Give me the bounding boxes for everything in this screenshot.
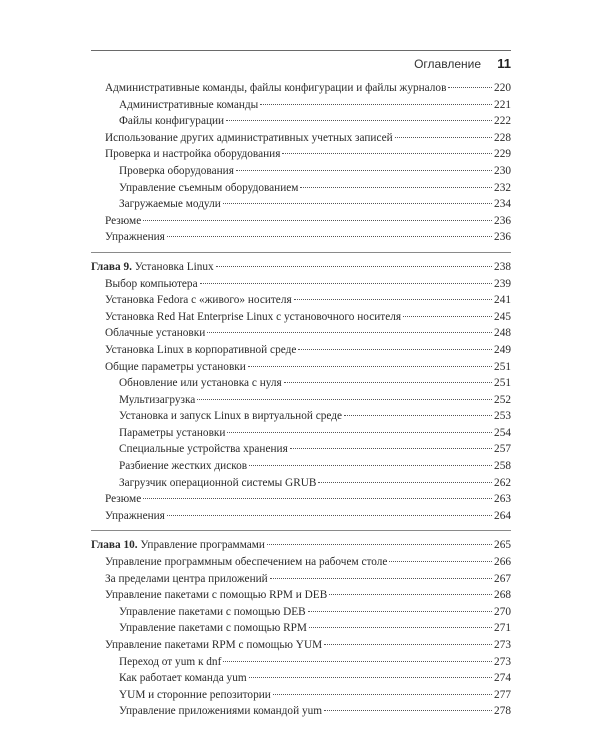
toc-entry-title: Управление пакетами RPM с помощью YUM (105, 639, 323, 651)
toc-group-continued (91, 80, 511, 246)
toc-entry[interactable] (91, 687, 511, 704)
leader-dots (448, 87, 492, 88)
toc-page-number: 252 (494, 393, 511, 406)
toc-page-number: 248 (494, 327, 511, 340)
page-header (91, 50, 511, 71)
toc-chapter-10[interactable] (91, 537, 511, 554)
toc-entry-title: Административные команды, файлы конфигурации и файлы журналов (105, 82, 447, 94)
toc-entry[interactable] (91, 276, 511, 293)
leader-dots (143, 220, 492, 221)
toc-entry-title: Загружаемые модули (119, 198, 221, 211)
leader-dots (227, 432, 492, 433)
leader-dots (197, 399, 492, 400)
toc-entry-title: Специальные устройства хранения (119, 443, 288, 456)
leader-dots (324, 710, 492, 711)
toc-entry[interactable] (91, 554, 511, 571)
toc-entry[interactable] (91, 359, 511, 376)
toc-page-number: 241 (494, 294, 511, 307)
toc-entry[interactable] (91, 146, 511, 163)
leader-dots (298, 349, 492, 350)
toc-page-number: 228 (494, 131, 511, 144)
toc-entry-title: Управление приложениями командой yum (119, 705, 323, 718)
toc-entry-title: Проверка оборудования (119, 164, 234, 177)
toc-page-number: 251 (494, 377, 511, 390)
toc-page-number: 258 (494, 460, 511, 473)
toc-page-number: 254 (494, 426, 511, 439)
leader-dots (248, 366, 492, 367)
leader-dots (300, 187, 492, 188)
leader-dots (403, 316, 492, 317)
toc-entry[interactable] (91, 130, 511, 147)
toc-entry-title: Управление пакетами с помощью RPM (119, 622, 307, 635)
leader-dots (226, 120, 492, 121)
toc-entry-title: Резюме (105, 493, 142, 506)
toc-entry[interactable] (91, 80, 511, 97)
leader-dots (284, 382, 492, 383)
toc-entry[interactable] (91, 441, 511, 458)
leader-dots (223, 661, 492, 662)
toc-page-number: 273 (494, 639, 511, 651)
toc-entry-title: YUM и сторонние репозитории (119, 688, 271, 701)
toc-page-number: 266 (494, 556, 511, 569)
toc-entry[interactable] (91, 342, 511, 359)
toc-entry[interactable] (91, 475, 511, 492)
toc-entry-title: Выбор компьютера (105, 277, 198, 290)
leader-dots (290, 448, 492, 449)
leader-dots (167, 236, 492, 237)
toc-entry-title: Упражнения (105, 509, 165, 522)
toc-entry-title: Разбиение жестких дисков (119, 460, 248, 473)
leader-dots (329, 594, 492, 595)
leader-dots (273, 694, 492, 695)
section-divider (91, 252, 511, 253)
toc-entry[interactable] (91, 508, 511, 525)
toc-entry[interactable] (91, 375, 511, 392)
leader-dots (236, 170, 492, 171)
toc-entry[interactable] (91, 571, 511, 588)
toc-page-number: 268 (494, 589, 511, 602)
chapter-title: Управление программами (140, 539, 265, 552)
leader-dots (282, 153, 492, 154)
leader-dots (143, 498, 492, 499)
toc-entry[interactable] (91, 163, 511, 180)
chapter-label: Глава 10. (91, 539, 138, 552)
toc-entry-title: Административные команды (119, 98, 259, 111)
toc-page-number: 262 (494, 476, 511, 489)
toc-page-number: 271 (494, 622, 511, 635)
leader-dots (200, 283, 492, 284)
toc-entry-title: Обновление или установка с нуля (119, 377, 282, 390)
toc-entry-title: Установка Fedora с «живого» носителя (105, 294, 292, 307)
toc-entry-title: За пределами центра приложений (105, 572, 268, 585)
toc-entry-title: Управление съемным оборудованием (119, 181, 299, 194)
toc-entry-title: Резюме (105, 214, 142, 227)
leader-dots (207, 332, 492, 333)
toc-page-number: 274 (494, 672, 511, 685)
toc-entry-title: Переход от yum к dnf (119, 655, 222, 668)
leader-dots (270, 578, 492, 579)
toc-page-number: 265 (494, 539, 511, 552)
toc-page-number: 257 (494, 443, 511, 456)
toc-entry[interactable] (91, 292, 511, 309)
leader-dots (309, 627, 492, 628)
toc-entry[interactable] (91, 620, 511, 637)
toc-page-number: 229 (494, 148, 511, 161)
leader-dots (344, 415, 492, 416)
toc-entry[interactable] (91, 309, 511, 326)
toc-entry[interactable] (91, 196, 511, 213)
toc-page-number: 263 (494, 493, 511, 506)
toc-group-chapter-9 (91, 276, 511, 525)
toc-entry-title: Упражнения (105, 231, 165, 244)
toc-page-number: 236 (494, 231, 511, 244)
toc-entry-title: Общие параметры установки (105, 360, 246, 373)
leader-dots (318, 482, 492, 483)
toc-entry-title: Использование других административных учетных записей (105, 131, 393, 144)
toc-entry[interactable] (91, 213, 511, 230)
leader-dots (167, 515, 492, 516)
toc-entry[interactable] (91, 408, 511, 425)
toc-entry-title: Установка Red Hat Enterprise Linux с установочного носителя (105, 310, 402, 323)
toc-page-number: 251 (494, 360, 511, 373)
toc-entry[interactable] (91, 491, 511, 508)
table-of-contents (91, 80, 511, 720)
toc-page-number: 278 (494, 705, 511, 718)
toc-entry[interactable] (91, 604, 511, 621)
toc-entry[interactable] (91, 229, 511, 246)
toc-entry[interactable] (91, 180, 511, 197)
leader-dots (324, 644, 492, 645)
toc-entry[interactable] (91, 587, 511, 604)
page-number: 11 (497, 56, 511, 71)
toc-group-chapter-10 (91, 554, 511, 720)
toc-page-number: 273 (494, 655, 511, 668)
toc-entry-title: Как работает команда yum (119, 672, 247, 685)
toc-entry-title: Управление программным обеспечением на рабочем столе (105, 556, 388, 569)
toc-chapter-9[interactable] (91, 259, 511, 276)
section-divider (91, 530, 511, 531)
leader-dots (249, 465, 492, 466)
toc-entry-title: Установка и запуск Linux в виртуальной среде (119, 410, 343, 423)
toc-entry[interactable] (91, 392, 511, 409)
toc-entry-title: Параметры установки (119, 426, 226, 439)
toc-page-number: 222 (494, 115, 511, 128)
toc-page-number: 249 (494, 343, 511, 356)
toc-page-number: 253 (494, 410, 511, 423)
toc-entry-title: Управление пакетами с помощью DEB (119, 605, 306, 618)
toc-page-number: 270 (494, 605, 511, 618)
toc-page-number: 230 (494, 164, 511, 177)
chapter-title: Установка Linux (134, 260, 214, 273)
leader-dots (294, 299, 492, 300)
toc-page-number: 277 (494, 688, 511, 701)
leader-dots (395, 137, 492, 138)
toc-entry[interactable] (91, 425, 511, 442)
toc-entry[interactable] (91, 637, 511, 654)
toc-page-number: 232 (494, 181, 511, 194)
toc-entry[interactable] (91, 654, 511, 671)
toc-entry-title: Управление пакетами с помощью RPM и DEB (105, 589, 328, 602)
toc-page-number: 220 (494, 82, 511, 94)
toc-entry-title: Мультизагрузка (119, 393, 196, 406)
toc-entry[interactable] (91, 325, 511, 342)
toc-entry-title: Облачные установки (105, 327, 206, 340)
toc-page-number: 234 (494, 198, 511, 211)
toc-page-number: 245 (494, 310, 511, 323)
toc-entry-title: Файлы конфигурации (119, 115, 225, 128)
toc-page-number: 267 (494, 572, 511, 585)
toc-entry[interactable] (91, 670, 511, 687)
toc-entry[interactable] (91, 97, 511, 114)
toc-page-number: 221 (494, 98, 511, 111)
toc-page-number: 264 (494, 509, 511, 522)
toc-entry[interactable] (91, 703, 511, 720)
leader-dots (308, 611, 492, 612)
toc-entry-title: Проверка и настройка оборудования (105, 148, 281, 161)
running-title: Оглавление (414, 57, 481, 71)
leader-dots (223, 203, 492, 204)
leader-dots (267, 544, 492, 545)
toc-page-number: 239 (494, 277, 511, 290)
toc-page-number: 236 (494, 214, 511, 227)
toc-entry[interactable] (91, 458, 511, 475)
toc-entry-title: Загрузчик операционной системы GRUB (119, 476, 317, 489)
leader-dots (216, 266, 492, 267)
toc-page-number: 238 (494, 260, 511, 273)
chapter-label: Глава 9. (91, 260, 132, 273)
toc-entry[interactable] (91, 113, 511, 130)
leader-dots (249, 677, 492, 678)
toc-entry-title: Установка Linux в корпоративной среде (105, 343, 297, 356)
leader-dots (260, 104, 492, 105)
leader-dots (389, 561, 492, 562)
